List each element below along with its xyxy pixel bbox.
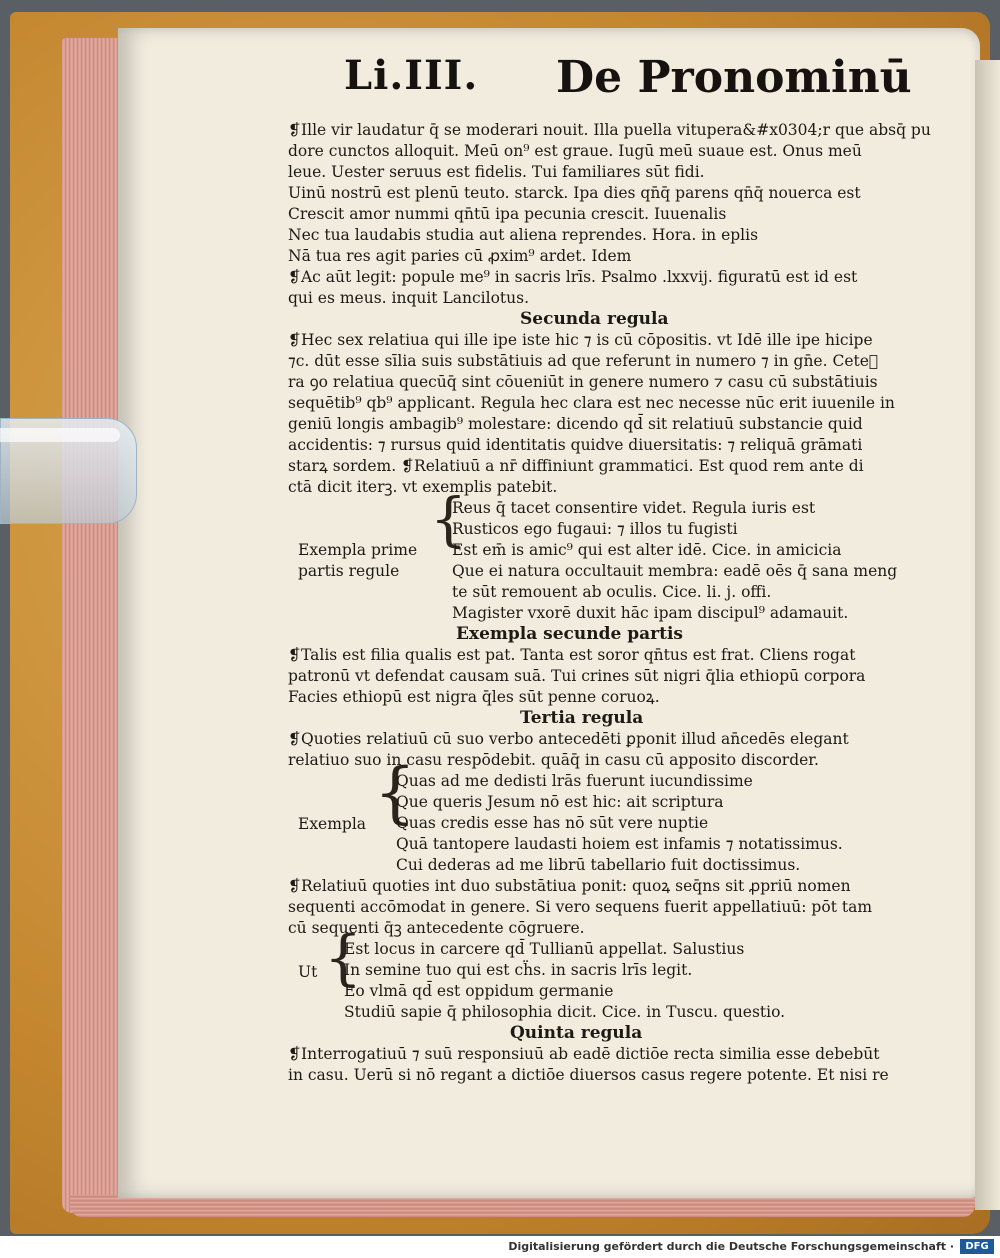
text-line: Facies ethiopū est nigra q̄les sūt penne coruoꝝ. [288, 688, 660, 706]
text-line: Uinū nostrū est plenū teuto. starck. Ipa dies qn̄q̄ parens qn̄q̄ nouerca est [288, 184, 861, 202]
dfg-logo: DFG [960, 1239, 994, 1254]
text-line: Crescit amor nummi qn̄tū ipa pecunia crescit. Iuuenalis [288, 205, 727, 223]
example-line: Que ei natura occultauit membra: eadē oēs q̄ sana meng [452, 562, 898, 580]
plastic-clip-highlight [0, 428, 120, 442]
text-line: ra ꝯo relatiua quecūq̄ sint cōueniūt in genere numero ⁊ casu cū substātiuis [288, 373, 878, 391]
text-line: ❡Relatiuū quoties int duo substātiua ponit: quoꝝ seq̄ns sit ꝓpriū nomen [288, 877, 851, 895]
example-line: Studiū sapie q̄ philosophia dicit. Cice. in Tuscu. questio. [344, 1003, 786, 1021]
text-line: dore cunctos alloquit. Meū on⁹ est graue. Iugū meū suaue est. Onus meū [288, 142, 862, 160]
text-line: ❡Ille vir laudatur q̄ se moderari nouit. Illa puella vitupera&#x0304;r que absq̄ pu [288, 121, 931, 139]
example-line: Que queris Jesum nō est hic: ait scriptura [396, 793, 724, 811]
text-line: starꝝ sordem. ❡Relatiuū a nr̄ diffiniunt grammatici. Est quod rem ante di [288, 457, 864, 475]
brace-mark: { [374, 754, 416, 831]
text-line: geniū longis ambagib⁹ molestare: dicendo qd̄ sit relatiuū substancie quid [288, 415, 863, 433]
text-line: ⁊c. dūt esse sīlia suis substātiuis ad que referunt in numero ⁊ in gn̄e. Ceteᷓ [288, 352, 879, 370]
text-line: ❡Interrogatiuū ⁊ suū responsiuū ab eadē dictiōe recta similia esse debebūt [288, 1045, 880, 1063]
example-line: Quas ad me dedisti lrās fuerunt iucundissime [396, 772, 753, 790]
facing-page-edge [975, 60, 1000, 1210]
example-line: In semine tuo qui est cḧs. in sacris lrīs legit. [344, 961, 693, 979]
footer-bar [0, 1236, 1000, 1258]
example-line: te sūt remouent ab oculis. Cice. li. j. offi. [452, 583, 772, 601]
text-line: Nā tua res agit paries cū ꝓxim⁹ ardet. Idem [288, 247, 632, 265]
section-heading: Tertia regula [520, 708, 644, 728]
margin-label: partis regule [298, 562, 400, 580]
text-line: ❡Hec sex relatiua qui ille ipe iste hic ⁊ is cū cōpositis. vt Idē ille ipe hicipe [288, 331, 873, 349]
text-line: cū sequenti q̄ꝫ antecedente cōgruere. [288, 919, 585, 937]
example-line: Cui dederas ad me librū tabellario fuit doctissimus. [396, 856, 801, 874]
example-line: Eo vlmā qd̄ est oppidum germanie [344, 982, 614, 1000]
text-line: sequētib⁹ qb⁹ applicant. Regula hec clara est nec necesse nūc erit iuuenile in [288, 394, 895, 412]
running-head-folio: Li.III. [344, 52, 479, 99]
page-edges-bottom [70, 1195, 975, 1217]
text-line: relatiuo suo in casu respōdebit. quāq̄ in casu cū apposito discorder. [288, 751, 819, 769]
text-line: Nec tua laudabis studia aut aliena reprendes. Hora. in eplis [288, 226, 759, 244]
example-line: Quā tantopere laudasti hoiem est infamis ⁊ notatissimus. [396, 835, 843, 853]
text-line: sequenti accōmodat in genere. Si vero sequens fuerit appellatiuū: pōt tam [288, 898, 873, 916]
example-line: Est locus in carcere qd̄ Tullianū appellat. Salustius [344, 940, 745, 958]
example-line: Quas credis esse has nō sūt vere nuptie [396, 814, 709, 832]
margin-label: Exempla [298, 815, 367, 833]
example-line: Rusticos ego fugaui: ⁊ illos tu fugisti [452, 520, 738, 538]
brace-mark: { [324, 923, 363, 993]
section-heading: Quinta regula [510, 1023, 643, 1043]
brace-mark: { [430, 485, 467, 553]
running-head-title: De Pronominū [556, 52, 912, 103]
text-line: qui es meus. inquit Lancilotus. [288, 289, 529, 307]
section-heading: Exempla secunde partis [456, 624, 683, 644]
text-line: leue. Uester seruus est fidelis. Tui familiares sūt fidi. [288, 163, 705, 181]
text-line: in casu. Uerū si nō regant a dictiōe diuersos casus regere potente. Et nisi re [288, 1066, 889, 1084]
margin-label: Exempla prime [298, 541, 418, 559]
text-line: ❡Talis est filia qualis est pat. Tanta est soror qn̄tus est frat. Cliens rogat [288, 646, 856, 664]
text-line: accidentis: ⁊ rursus quid identitatis quidve diuersitatis: ⁊ reliquā grāmati [288, 436, 863, 454]
footer-credit: Digitalisierung gefördert durch die Deutsche Forschungsgemeinschaft · [508, 1240, 954, 1253]
example-line: Est em̄ is amic⁹ qui est alter idē. Cice. in amicicia [452, 541, 842, 559]
text-line: patronū vt defendat causam suā. Tui crines sūt nigri q̄lia ethiopū corpora [288, 667, 866, 685]
text-line: ❡Quoties relatiuū cū suo verbo antecedēti ꝑponit illud an̄cedēs elegant [288, 730, 849, 748]
example-line: Magister vxorē duxit hāc ipam discipul⁹ adamauit. [452, 604, 849, 622]
example-line: Reus q̄ tacet consentire videt. Regula iuris est [452, 499, 816, 517]
text-line: ctā dicit iterꝫ. vt exemplis patebit. [288, 478, 558, 496]
text-line: ❡Ac aūt legit: popule me⁹ in sacris lrīs. Psalmo .lxxvij. figuratū est id est [288, 268, 858, 286]
margin-label: Ut [298, 963, 318, 981]
section-heading: Secunda regula [520, 309, 669, 329]
